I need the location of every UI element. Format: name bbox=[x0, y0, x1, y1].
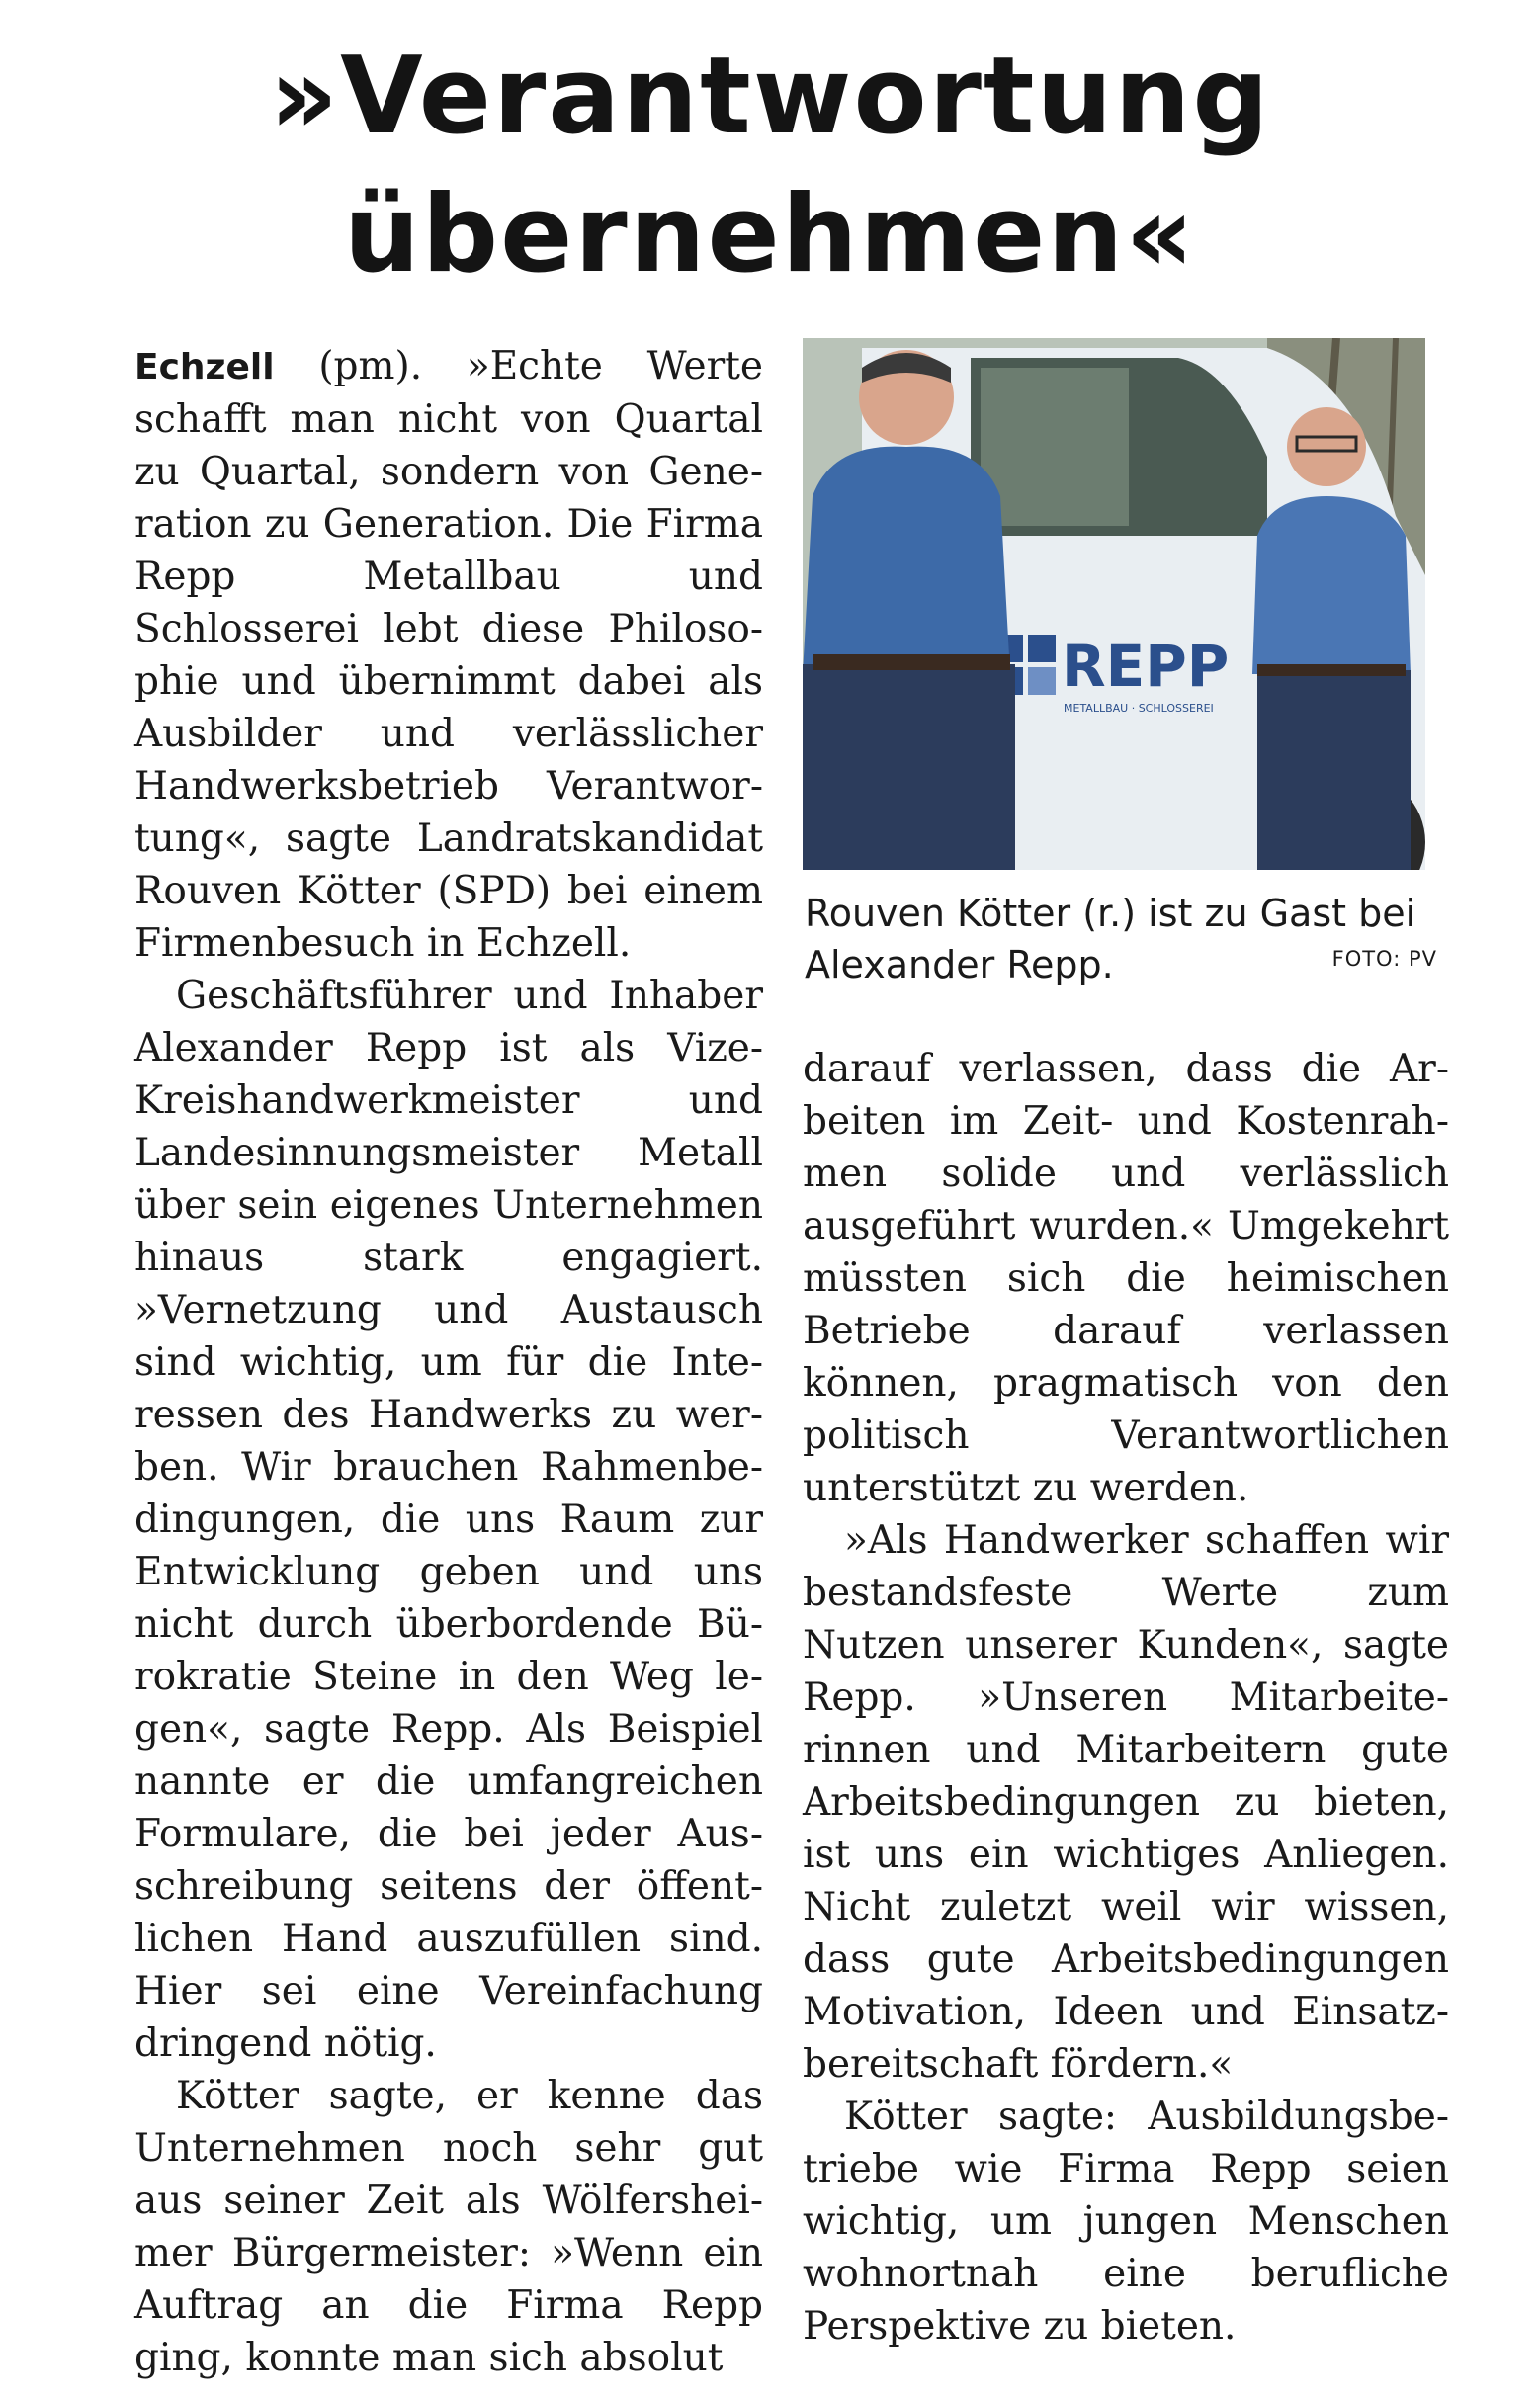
left-text-column bbox=[134, 340, 763, 2384]
paragraph-1-text: (pm). »Echte Werte schafft man nicht von Quartal zu Quartal, sondern von Generation zu Generation. Die Firma Repp Metallbau und Schlosserei lebt diese Philosophie und übernimmt dabei als Ausbilder und verlässlicher Handwerksbetrieb Verantwortung«, sagte Landratskandidat Rouven Kötter (SPD) bei einem Firmenbesuch in Echzell. bbox=[134, 344, 763, 966]
right-text-column bbox=[803, 1043, 1449, 2353]
dateline: Echzell bbox=[134, 347, 275, 387]
paragraph-3: Kötter sagte, er kenne das Unternehmen noch sehr gut aus seiner Zeit als Wölfersheimer Bürgermeister: »Wenn ein Auftrag an die Firma Repp ging, konnte man sich absolut bbox=[134, 2074, 763, 2380]
paragraph-5: »Als Handwerker schaffen wir bestandsfeste Werte zum Nutzen unserer Kunden«, sagte Repp. »Unseren Mitarbeiterinnen und Mitarbeitern gute Arbeitsbedingungen zu bieten, ist uns ein wichtiges Anliegen. Nicht zuletzt weil wir wissen, dass gute Arbeitsbedingungen Motivation, Ideen und Einsatzbereitschaft fördern.« bbox=[803, 1518, 1449, 2087]
van-logo-text: REPP bbox=[1062, 633, 1230, 700]
headline-line-2: übernehmen« bbox=[343, 173, 1197, 297]
article-headline bbox=[0, 28, 1540, 304]
photo-credit: FOTO: PV bbox=[1331, 947, 1437, 971]
photo-caption bbox=[805, 888, 1437, 990]
caption-text: Rouven Kötter (r.) ist zu Gast bei Alexander Repp. bbox=[805, 892, 1416, 986]
headline-line-1: »Verantwortung bbox=[269, 35, 1271, 158]
article-photo bbox=[803, 338, 1425, 870]
paragraph-4: darauf verlassen, dass die Arbeiten im Zeit- und Kostenrahmen solide und verlässlich ausgeführt wurden.« Umgekehrt müssten sich die heimischen Betriebe darauf verlassen können, pragmatisch von den politisch Verantwortlichen unterstützt zu werden. bbox=[803, 1047, 1449, 1510]
van-logo-subtext: METALLBAU · SCHLOSSEREI bbox=[1064, 702, 1214, 715]
paragraph-6: Kötter sagte: Ausbildungsbetriebe wie Firma Repp seien wichtig, um jungen Menschen wohnortnah eine berufliche Perspektive zu bieten. bbox=[803, 2095, 1449, 2349]
paragraph-1 bbox=[134, 340, 763, 970]
paragraph-2: Geschäftsführer und Inhaber Alexander Repp ist als Vize-Kreishandwerkmeister und Landesinnungsmeister Metall über sein eigenes Unternehmen hinaus stark engagiert. »Vernetzung und Austausch sind wichtig, um für die Interessen des Handwerks zu werben. Wir brauchen Rahmenbedingungen, die uns Raum zur Entwicklung geben und uns nicht durch überbordende Bürokratie Steine in den Weg legen«, sagte Repp. Als Beispiel nannte er die umfangreichen Formulare, die bei jeder Ausschreibung seitens der öffentlichen Hand auszufüllen sind. Hier sei eine Vereinfachung dringend nötig. bbox=[134, 974, 763, 2066]
photo-illustration bbox=[803, 338, 1425, 870]
